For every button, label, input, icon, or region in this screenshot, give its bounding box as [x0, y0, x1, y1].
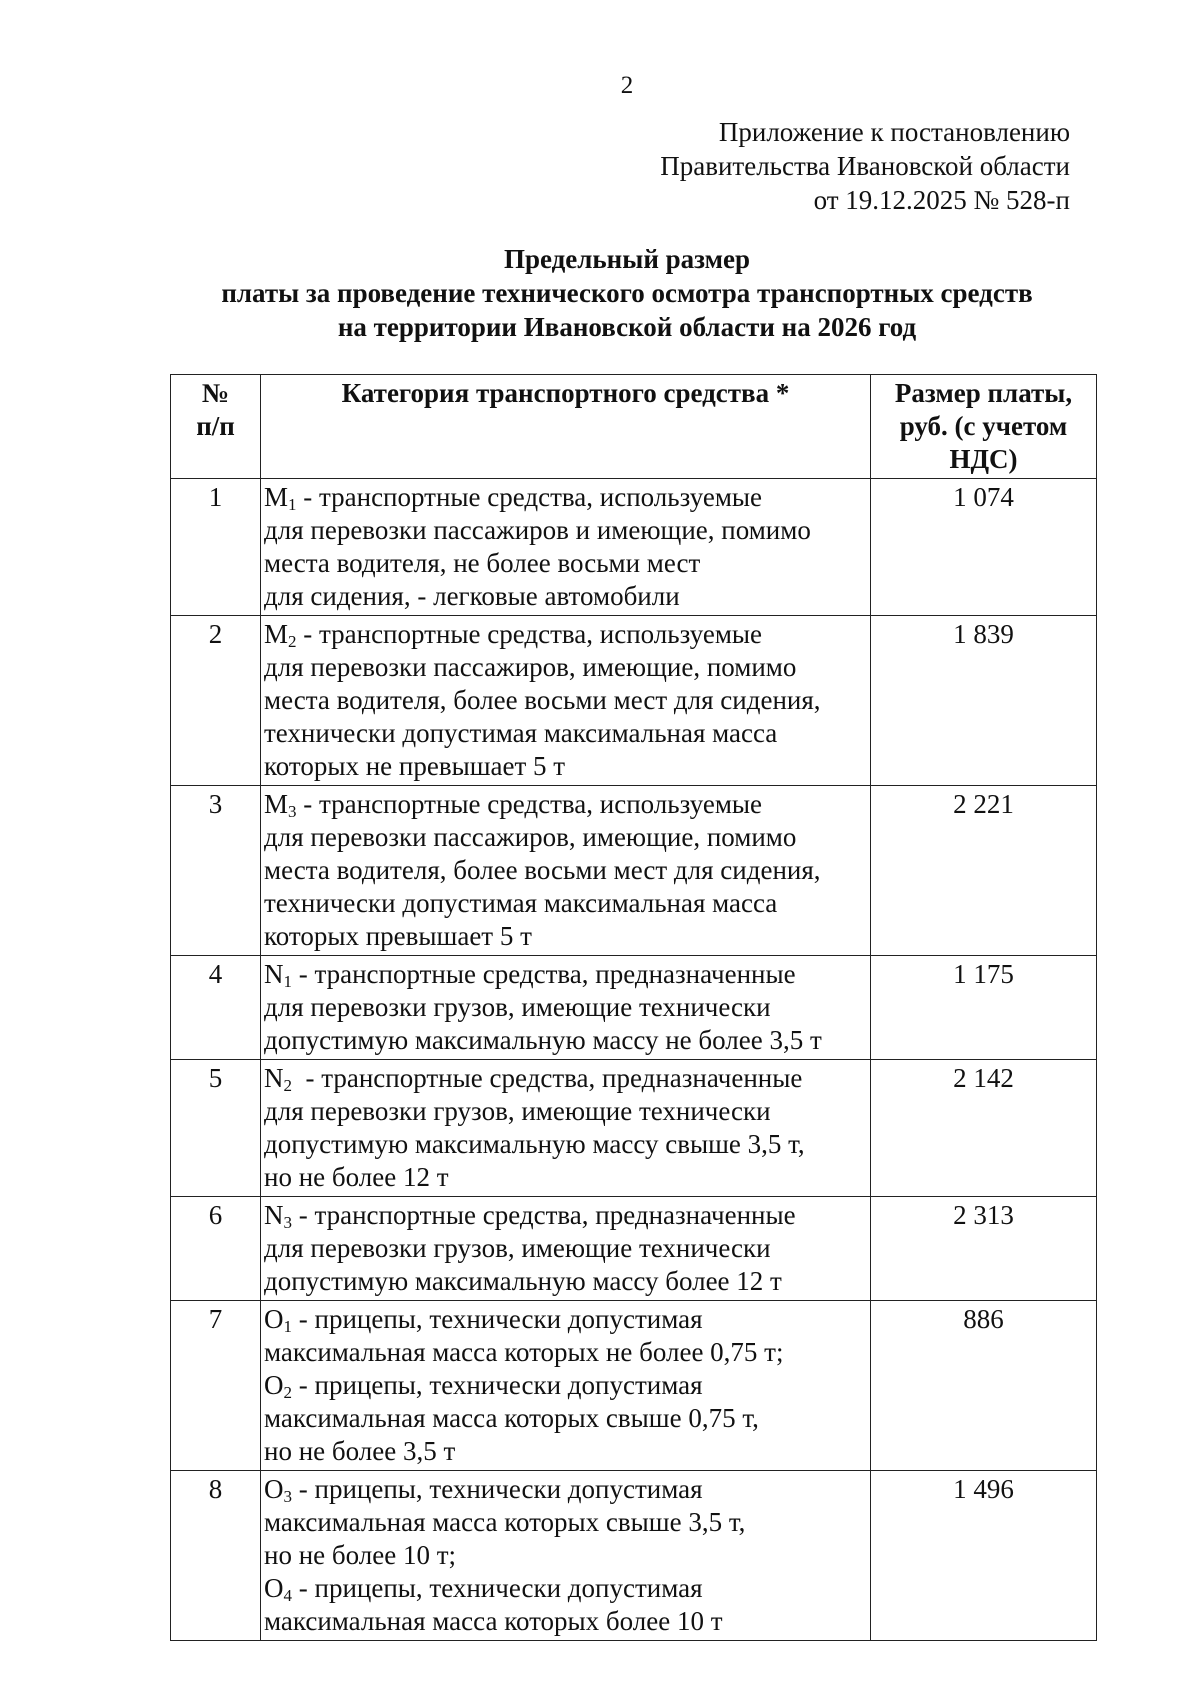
- table-row: [171, 1197, 1097, 1301]
- category-code-index: 1: [283, 972, 292, 991]
- row-price: 1 839: [871, 616, 1097, 786]
- row-number: 1: [171, 479, 261, 616]
- category-line: [264, 1128, 867, 1161]
- table-row: [171, 786, 1097, 956]
- header-category-text: Категория транспортного средства *: [341, 378, 790, 408]
- category-line: [264, 717, 867, 750]
- category-code-index: 1: [283, 1317, 292, 1336]
- category-line: [264, 1572, 867, 1605]
- category-line: [264, 821, 867, 854]
- category-code-letter: M: [264, 619, 289, 649]
- category-line-text: - транспортные средства, предназначенные: [292, 1200, 796, 1230]
- category-line: [264, 887, 867, 920]
- appendix-header: [660, 115, 1070, 217]
- category-line-text: для перевозки грузов, имеющие технически: [264, 1233, 771, 1263]
- category-code-index: 2: [288, 632, 297, 651]
- row-price: 2 313: [871, 1197, 1097, 1301]
- category-line: [264, 1402, 867, 1435]
- category-code-index: 1: [288, 495, 297, 514]
- table-row: [171, 479, 1097, 616]
- category-line: [264, 788, 867, 821]
- category-code-index: 4: [283, 1586, 292, 1605]
- category-line: [264, 1161, 867, 1194]
- category-line-text: - прицепы, технически допустимая: [292, 1304, 703, 1334]
- category-line-text: для сидения, - легковые автомобили: [264, 581, 680, 611]
- category-line-text: которых превышает 5 т: [264, 921, 532, 951]
- category-line-text: - транспортные средства, предназначенные: [292, 1063, 803, 1093]
- category-line: [264, 958, 867, 991]
- category-code-letter: N: [264, 1200, 284, 1230]
- header-price-line-2: руб. (с учетом: [899, 411, 1068, 441]
- category-line-text: максимальная масса которых свыше 0,75 т,: [264, 1403, 759, 1433]
- category-line: [264, 1199, 867, 1232]
- row-number: 6: [171, 1197, 261, 1301]
- title-line-3: на территории Ивановской области на 2026 год: [337, 312, 917, 342]
- row-category: [261, 479, 871, 616]
- category-line-text: допустимую максимальную массу более 12 т: [264, 1266, 782, 1296]
- category-line-text: допустимую максимальную массу свыше 3,5 т,: [264, 1129, 805, 1159]
- row-category: [261, 1471, 871, 1641]
- category-line: [264, 920, 867, 953]
- row-price: 1 496: [871, 1471, 1097, 1641]
- category-line: [264, 1605, 867, 1638]
- row-category: [261, 956, 871, 1060]
- category-line: [264, 1435, 867, 1468]
- fee-table: [170, 374, 1097, 1641]
- category-code-letter: N: [264, 1063, 284, 1093]
- appendix-line-1: Приложение к постановлению: [718, 117, 1070, 147]
- category-line-text: для перевозки пассажиров, имеющие, помимо: [264, 652, 797, 682]
- category-code-letter: N: [264, 959, 284, 989]
- row-category: [261, 1301, 871, 1471]
- row-category: [261, 1060, 871, 1197]
- category-line-text: места водителя, более восьми мест для сидения,: [264, 855, 821, 885]
- category-line: [264, 1303, 867, 1336]
- category-line: [264, 1369, 867, 1402]
- appendix-line-3: от 19.12.2025 № 528-п: [813, 185, 1070, 215]
- appendix-line-2: Правительства Ивановской области: [660, 151, 1070, 181]
- category-line: [264, 991, 867, 1024]
- category-line-text: для перевозки грузов, имеющие технически: [264, 1096, 771, 1126]
- category-line-text: допустимую максимальную массу не более 3,5 т: [264, 1025, 822, 1055]
- category-code-index: 3: [283, 1213, 292, 1232]
- category-line: [264, 481, 867, 514]
- category-line: [264, 547, 867, 580]
- category-line-text: но не более 10 т;: [264, 1540, 457, 1570]
- category-line: [264, 1539, 867, 1572]
- row-price: 886: [871, 1301, 1097, 1471]
- category-line-text: - прицепы, технически допустимая: [292, 1573, 703, 1603]
- category-line: [264, 1473, 867, 1506]
- row-price: 2 221: [871, 786, 1097, 956]
- table-body: [171, 479, 1097, 1641]
- header-category: [261, 375, 871, 479]
- row-price: 2 142: [871, 1060, 1097, 1197]
- category-line: [264, 1506, 867, 1539]
- category-code-index: 3: [283, 1487, 292, 1506]
- category-line-text: максимальная масса которых свыше 3,5 т,: [264, 1507, 746, 1537]
- header-price-line-1: Размер платы,: [894, 378, 1073, 408]
- category-code-letter: M: [264, 789, 289, 819]
- category-line-text: технически допустимая максимальная масса: [264, 718, 778, 748]
- category-line: [264, 854, 867, 887]
- category-line: [264, 618, 867, 651]
- category-line: [264, 1024, 867, 1057]
- table-row: [171, 1471, 1097, 1641]
- category-line-text: для перевозки грузов, имеющие технически: [264, 992, 771, 1022]
- category-line-text: для перевозки пассажиров и имеющие, помимо: [264, 515, 811, 545]
- page-number: 2: [620, 72, 634, 99]
- row-number: 2: [171, 616, 261, 786]
- row-number: 8: [171, 1471, 261, 1641]
- header-price-line-3: НДС): [949, 444, 1018, 474]
- category-line: [264, 1062, 867, 1095]
- table-header-row: [171, 375, 1097, 479]
- row-number: 7: [171, 1301, 261, 1471]
- row-number: 3: [171, 786, 261, 956]
- category-line-text: но не более 12 т: [264, 1162, 449, 1192]
- category-line-text: - транспортные средства, используемые: [296, 789, 763, 819]
- category-code-letter: O: [264, 1370, 284, 1400]
- category-line-text: для перевозки пассажиров, имеющие, помимо: [264, 822, 797, 852]
- table-row: [171, 1301, 1097, 1471]
- table-row: [171, 956, 1097, 1060]
- category-code-letter: O: [264, 1573, 284, 1603]
- category-line-text: - прицепы, технически допустимая: [292, 1370, 703, 1400]
- category-line-text: - транспортные средства, используемые: [296, 482, 763, 512]
- table-row: [171, 1060, 1097, 1197]
- row-category: [261, 1197, 871, 1301]
- category-code-index: 2: [283, 1383, 292, 1402]
- category-code-index: 3: [288, 802, 297, 821]
- category-code-letter: O: [264, 1304, 284, 1334]
- category-line: [264, 1336, 867, 1369]
- category-line-text: - транспортные средства, предназначенные: [292, 959, 796, 989]
- category-line-text: максимальная масса которых более 10 т: [264, 1606, 723, 1636]
- title-line-1: Предельный размер: [503, 244, 751, 274]
- header-number-line-2: п/п: [196, 411, 235, 441]
- category-line: [264, 1232, 867, 1265]
- category-line: [264, 684, 867, 717]
- category-line: [264, 1265, 867, 1298]
- row-number: 4: [171, 956, 261, 1060]
- category-line: [264, 750, 867, 783]
- header-number: [171, 375, 261, 479]
- category-line-text: максимальная масса которых не более 0,75 т;: [264, 1337, 784, 1367]
- category-line: [264, 514, 867, 547]
- row-price: 1 175: [871, 956, 1097, 1060]
- category-line-text: но не более 3,5 т: [264, 1436, 456, 1466]
- category-line-text: места водителя, более восьми мест для сидения,: [264, 685, 821, 715]
- category-code-letter: O: [264, 1474, 284, 1504]
- header-price: [871, 375, 1097, 479]
- row-category: [261, 616, 871, 786]
- category-line-text: которых не превышает 5 т: [264, 751, 566, 781]
- category-line: [264, 1095, 867, 1128]
- row-price: 1 074: [871, 479, 1097, 616]
- category-line: [264, 651, 867, 684]
- document-title: [0, 242, 1200, 344]
- category-code-index: 2: [283, 1076, 292, 1095]
- title-line-2: платы за проведение технического осмотра транспортных средств: [221, 278, 1033, 308]
- category-line-text: - транспортные средства, используемые: [296, 619, 763, 649]
- header-number-line-1: №: [201, 378, 230, 408]
- category-code-letter: M: [264, 482, 289, 512]
- category-line-text: места водителя, не более восьми мест: [264, 548, 701, 578]
- table-row: [171, 616, 1097, 786]
- category-line-text: технически допустимая максимальная масса: [264, 888, 778, 918]
- category-line: [264, 580, 867, 613]
- row-category: [261, 786, 871, 956]
- category-line-text: - прицепы, технически допустимая: [292, 1474, 703, 1504]
- row-number: 5: [171, 1060, 261, 1197]
